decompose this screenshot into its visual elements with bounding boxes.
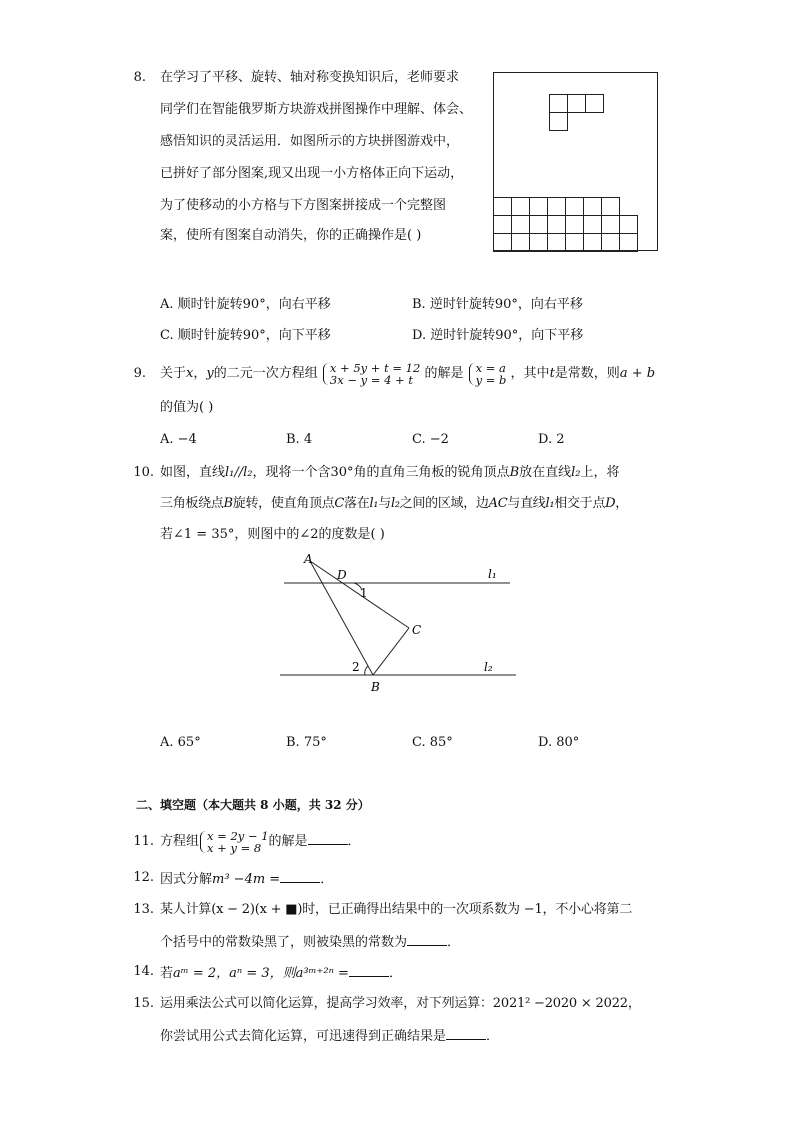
equation-system: x + 5y + t = 12 3x − y = 4 + t: [322, 362, 420, 386]
equation-system: x = 2y − 1 x + y = 8: [199, 830, 269, 854]
base-cell: [602, 198, 620, 216]
question-text: 感悟知识的灵活运用．如图所示的方块拼图游戏中，: [160, 134, 460, 149]
answer-blank[interactable]: [349, 962, 389, 977]
question-text: 在学习了平移、旋转、轴对称变换知识后，老师要求: [160, 70, 460, 85]
option-a[interactable]: A. 65°: [160, 735, 201, 750]
piece-cell: [586, 95, 604, 113]
option-a[interactable]: A. 顺时针旋转90°，向右平移: [160, 297, 331, 312]
label-c: C: [412, 623, 422, 637]
solution-system: x = a y = b: [468, 362, 507, 386]
label-2: 2: [352, 660, 360, 674]
falling-piece: [550, 95, 604, 131]
base-cell: [584, 198, 602, 216]
option-b[interactable]: B. 75°: [286, 735, 327, 750]
label-l2: l₂: [484, 660, 493, 674]
base-cell: [530, 234, 548, 252]
base-pattern: [494, 198, 638, 252]
question-number: 15.: [133, 996, 154, 1011]
base-cell: [512, 198, 530, 216]
question-number: 14.: [133, 964, 154, 979]
base-cell: [566, 216, 584, 234]
answer-blank[interactable]: [407, 931, 447, 946]
answer-blank[interactable]: [308, 830, 348, 845]
question-number: 13.: [133, 902, 154, 917]
base-cell: [548, 234, 566, 252]
option-d[interactable]: D. 逆时针旋转90°，向下平移: [412, 328, 584, 343]
base-cell: [620, 216, 638, 234]
question-text: 运用乘法公式可以简化运算，提高学习效率，对下列运算：2021² −2020 × 2022，: [160, 996, 641, 1011]
option-a[interactable]: A. −4: [160, 432, 197, 447]
base-cell: [566, 198, 584, 216]
base-cell: [494, 198, 512, 216]
base-cell: [584, 234, 602, 252]
question-text: 同学们在智能俄罗斯方块游戏拼图操作中理解、体会、: [160, 102, 473, 117]
base-cell: [512, 234, 530, 252]
question-text: 因式分解m³ −4m = ．: [160, 868, 333, 890]
question-text: 三角板绕点B旋转，使直角顶点C落在l₁与l₂之间的区域，边AC与直线l₁相交于点D，: [160, 496, 628, 511]
question-text: 案，使所有图案自动消失，你的正确操作是( ): [160, 228, 422, 243]
question-text: 你尝试用公式去简化运算，可迅速得到正确结果是 ．: [160, 1025, 499, 1047]
base-cell: [602, 234, 620, 252]
question-text: 如图，直线l₁//l₂，现将一个含30°角的直角三角板的锐角顶点B放在直线l₂上，将: [160, 465, 620, 480]
question-text: 已拼好了部分图案,现又出现一小方格体正向下运动，: [160, 166, 464, 181]
answer-blank[interactable]: [446, 1025, 486, 1040]
option-b[interactable]: B. 逆时针旋转90°，向右平移: [412, 297, 583, 312]
option-d[interactable]: D. 80°: [538, 735, 580, 750]
base-cell: [566, 234, 584, 252]
side-cb: [373, 628, 409, 675]
tetris-figure: [493, 72, 659, 252]
question-text: 某人计算(x − 2)(x + ■)时，已正确得出结果中的一次项系数为 −1，不小心将第二: [160, 902, 633, 917]
option-d[interactable]: D. 2: [538, 432, 565, 447]
section-heading: 二、填空题（本大题共 8 小题，共 32 分）: [136, 798, 370, 812]
figure-frame: [494, 73, 658, 251]
question-text: 个括号中的常数染黑了，则被染黑的常数为 ．: [160, 931, 460, 953]
base-cell: [584, 216, 602, 234]
label-1: 1: [360, 586, 368, 600]
base-cell: [512, 216, 530, 234]
piece-cell: [568, 95, 586, 113]
option-c[interactable]: C. 85°: [412, 735, 453, 750]
base-cell: [602, 216, 620, 234]
piece-cell: [550, 113, 568, 131]
question-text: 关于x，y的二元一次方程组 x + 5y + t = 12 3x − y = 4 + t 的解是 x = a y = b ，其中t是常数，则a + b: [160, 360, 656, 387]
geometry-figure: [270, 550, 530, 698]
question-text: 方程组 x = 2y − 1 x + y = 8 的解是 ．: [160, 828, 361, 855]
question-number: 11.: [133, 834, 154, 849]
base-cell: [548, 198, 566, 216]
base-cell: [548, 216, 566, 234]
base-cell: [530, 216, 548, 234]
option-c[interactable]: C. −2: [412, 432, 449, 447]
label-l1: l₁: [488, 567, 497, 581]
base-cell: [494, 234, 512, 252]
question-number: 10.: [133, 465, 154, 480]
base-cell: [530, 198, 548, 216]
question-text: 若∠1 = 35°，则图中的∠2的度数是( ): [160, 527, 385, 542]
answer-blank[interactable]: [280, 868, 320, 883]
question-number: 9.: [133, 366, 146, 381]
question-number: 12.: [133, 870, 154, 885]
option-c[interactable]: C. 顺时针旋转90°，向下平移: [160, 328, 331, 343]
question-text: 为了使移动的小方格与下方图案拼接成一个完整图: [160, 198, 447, 213]
base-cell: [620, 234, 638, 252]
question-text: 若aᵐ = 2，aⁿ = 3，则a³ᵐ⁺²ⁿ = ．: [160, 962, 402, 984]
option-b[interactable]: B. 4: [286, 432, 313, 447]
label-d: D: [337, 568, 347, 582]
angle-2-arc: [365, 666, 368, 675]
question-text: 的值为( ): [160, 400, 214, 415]
label-a: A: [304, 552, 313, 566]
label-b: B: [371, 680, 380, 694]
piece-cell: [550, 95, 568, 113]
base-cell: [494, 216, 512, 234]
question-number: 8.: [133, 70, 146, 85]
